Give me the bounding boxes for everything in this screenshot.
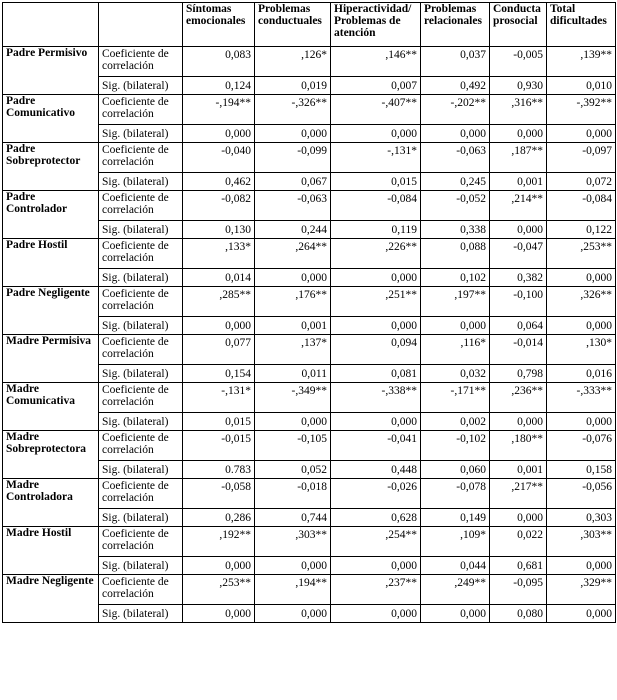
sig-cell: 0,015 xyxy=(183,413,255,431)
sig-cell: 0,000 xyxy=(183,317,255,335)
sig-cell: 0,000 xyxy=(490,413,547,431)
sig-cell: 0,011 xyxy=(255,365,331,383)
stat-label-sig: Sig. (bilateral) xyxy=(99,221,183,239)
sig-cell: 0,000 xyxy=(490,221,547,239)
sig-cell: 0,001 xyxy=(255,317,331,335)
sig-cell: 0.783 xyxy=(183,461,255,479)
sig-cell: 0,001 xyxy=(490,173,547,191)
stat-label-coef: Coeficiente de correlación xyxy=(99,287,183,317)
sig-cell: 0,080 xyxy=(490,605,547,623)
coef-cell: -0,099 xyxy=(255,143,331,173)
col-header: Total dificultades xyxy=(547,3,616,47)
coef-cell: -0,105 xyxy=(255,431,331,461)
coef-cell: -0,084 xyxy=(331,191,421,221)
coef-cell: ,139** xyxy=(547,47,616,77)
sig-cell: 0,492 xyxy=(421,77,490,95)
sig-cell: 0,000 xyxy=(547,557,616,575)
coef-cell: ,146** xyxy=(331,47,421,77)
sig-cell: 0,015 xyxy=(331,173,421,191)
coef-cell: ,187** xyxy=(490,143,547,173)
sig-cell: 0,064 xyxy=(490,317,547,335)
coef-cell: ,116* xyxy=(421,335,490,365)
stat-label-sig: Sig. (bilateral) xyxy=(99,557,183,575)
col-header: Problemas relacionales xyxy=(421,3,490,47)
coef-cell: -0,040 xyxy=(183,143,255,173)
coef-cell: ,237** xyxy=(331,575,421,605)
sig-cell: 0,067 xyxy=(255,173,331,191)
col-header: Síntomas emocionales xyxy=(183,3,255,47)
sig-cell: 0,000 xyxy=(331,269,421,287)
stat-label-sig: Sig. (bilateral) xyxy=(99,269,183,287)
table-row-coef xyxy=(3,143,616,173)
sig-cell: 0,000 xyxy=(183,125,255,143)
coef-cell: -0,102 xyxy=(421,431,490,461)
sig-cell: 0,052 xyxy=(255,461,331,479)
coef-cell: ,253** xyxy=(547,239,616,269)
coef-cell: -0,084 xyxy=(547,191,616,221)
sig-cell: 0,000 xyxy=(547,125,616,143)
coef-cell: -,131* xyxy=(331,143,421,173)
sig-cell: 0,000 xyxy=(255,269,331,287)
stat-label-coef: Coeficiente de correlación xyxy=(99,191,183,221)
coef-cell: ,126* xyxy=(255,47,331,77)
sig-cell: 0,081 xyxy=(331,365,421,383)
coef-cell: -0,078 xyxy=(421,479,490,509)
coef-cell: ,249** xyxy=(421,575,490,605)
sig-cell: 0,130 xyxy=(183,221,255,239)
stat-label-sig: Sig. (bilateral) xyxy=(99,509,183,527)
row-group-label: Madre Controladora xyxy=(3,479,99,527)
coef-cell: -0,041 xyxy=(331,431,421,461)
coef-cell: -,202** xyxy=(421,95,490,125)
coef-cell: -0,063 xyxy=(255,191,331,221)
coef-cell: -,392** xyxy=(547,95,616,125)
stat-label-sig: Sig. (bilateral) xyxy=(99,77,183,95)
coef-cell: 0,037 xyxy=(421,47,490,77)
coef-cell: -,171** xyxy=(421,383,490,413)
sig-cell: 0,930 xyxy=(490,77,547,95)
coef-cell: -0,005 xyxy=(490,47,547,77)
coef-cell: ,236** xyxy=(490,383,547,413)
coef-cell: -0,095 xyxy=(490,575,547,605)
sig-cell: 0,000 xyxy=(331,125,421,143)
coef-cell: ,254** xyxy=(331,527,421,557)
coef-cell: -,326** xyxy=(255,95,331,125)
sig-cell: 0,000 xyxy=(331,605,421,623)
coef-cell: ,194** xyxy=(255,575,331,605)
sig-cell: 0,002 xyxy=(421,413,490,431)
sig-cell: 0,681 xyxy=(490,557,547,575)
col-header: Hiperactividad/ Problemas de atención xyxy=(331,3,421,47)
sig-cell: 0,000 xyxy=(331,557,421,575)
coef-cell: -,338** xyxy=(331,383,421,413)
coef-cell: ,197** xyxy=(421,287,490,317)
coef-cell: ,192** xyxy=(183,527,255,557)
coef-cell: ,130* xyxy=(547,335,616,365)
stat-label-sig: Sig. (bilateral) xyxy=(99,125,183,143)
sig-cell: 0,000 xyxy=(331,413,421,431)
coef-cell: -0,052 xyxy=(421,191,490,221)
coef-cell: 0,088 xyxy=(421,239,490,269)
sig-cell: 0,000 xyxy=(547,269,616,287)
coef-cell: 0,022 xyxy=(490,527,547,557)
sig-cell: 0,000 xyxy=(490,125,547,143)
coef-cell: -0,018 xyxy=(255,479,331,509)
sig-cell: 0,124 xyxy=(183,77,255,95)
stat-label-sig: Sig. (bilateral) xyxy=(99,173,183,191)
coef-cell: ,226** xyxy=(331,239,421,269)
sig-cell: 0,000 xyxy=(255,605,331,623)
stat-label-sig: Sig. (bilateral) xyxy=(99,365,183,383)
stat-label-coef: Coeficiente de correlación xyxy=(99,239,183,269)
sig-cell: 0,149 xyxy=(421,509,490,527)
coef-cell: 0,094 xyxy=(331,335,421,365)
table-row-coef xyxy=(3,287,616,317)
sig-cell: 0,744 xyxy=(255,509,331,527)
sig-cell: 0,007 xyxy=(331,77,421,95)
stat-label-coef: Coeficiente de correlación xyxy=(99,527,183,557)
coef-cell: -0,015 xyxy=(183,431,255,461)
coef-cell: ,253** xyxy=(183,575,255,605)
correlation-table xyxy=(2,2,616,623)
sig-cell: 0,448 xyxy=(331,461,421,479)
coef-cell: ,137* xyxy=(255,335,331,365)
coef-cell: -0,014 xyxy=(490,335,547,365)
coef-cell: -,333** xyxy=(547,383,616,413)
sig-cell: 0,338 xyxy=(421,221,490,239)
sig-cell: 0,010 xyxy=(547,77,616,95)
sig-cell: 0,158 xyxy=(547,461,616,479)
table-row-coef xyxy=(3,335,616,365)
sig-cell: 0,244 xyxy=(255,221,331,239)
coef-cell: ,264** xyxy=(255,239,331,269)
table-row-coef xyxy=(3,479,616,509)
sig-cell: 0,102 xyxy=(421,269,490,287)
sig-cell: 0,000 xyxy=(255,413,331,431)
col-header: Problemas conductuales xyxy=(255,3,331,47)
coef-cell: -,349** xyxy=(255,383,331,413)
coef-cell: 0,077 xyxy=(183,335,255,365)
table-row-coef xyxy=(3,191,616,221)
table-row-coef xyxy=(3,239,616,269)
coef-cell: ,251** xyxy=(331,287,421,317)
corner-cell-2 xyxy=(99,3,183,47)
row-group-label: Madre Comunicativa xyxy=(3,383,99,431)
sig-cell: 0,001 xyxy=(490,461,547,479)
sig-cell: 0,462 xyxy=(183,173,255,191)
coef-cell: ,285** xyxy=(183,287,255,317)
coef-cell: -0,063 xyxy=(421,143,490,173)
sig-cell: 0,044 xyxy=(421,557,490,575)
sig-cell: 0,798 xyxy=(490,365,547,383)
row-group-label: Padre Controlador xyxy=(3,191,99,239)
stat-label-sig: Sig. (bilateral) xyxy=(99,461,183,479)
table-row-coef xyxy=(3,431,616,461)
sig-cell: 0,072 xyxy=(547,173,616,191)
stat-label-coef: Coeficiente de correlación xyxy=(99,431,183,461)
sig-cell: 0,245 xyxy=(421,173,490,191)
row-group-label: Madre Negligente xyxy=(3,575,99,623)
stat-label-coef: Coeficiente de correlación xyxy=(99,383,183,413)
stat-label-sig: Sig. (bilateral) xyxy=(99,317,183,335)
sig-cell: 0,000 xyxy=(547,317,616,335)
coef-cell: -0,097 xyxy=(547,143,616,173)
sig-cell: 0,000 xyxy=(421,317,490,335)
table-row-coef xyxy=(3,527,616,557)
coef-cell: ,217** xyxy=(490,479,547,509)
coef-cell: -0,082 xyxy=(183,191,255,221)
coef-cell: ,214** xyxy=(490,191,547,221)
col-header: Conducta prosocial xyxy=(490,3,547,47)
row-group-label: Padre Permisivo xyxy=(3,47,99,95)
stat-label-coef: Coeficiente de correlación xyxy=(99,47,183,77)
sig-cell: 0,014 xyxy=(183,269,255,287)
sig-cell: 0,000 xyxy=(183,557,255,575)
sig-cell: 0,000 xyxy=(421,125,490,143)
sig-cell: 0,000 xyxy=(547,413,616,431)
row-group-label: Madre Sobreprotectora xyxy=(3,431,99,479)
stat-label-coef: Coeficiente de correlación xyxy=(99,95,183,125)
table-row-coef xyxy=(3,383,616,413)
sig-cell: 0,000 xyxy=(331,317,421,335)
row-group-label: Padre Hostil xyxy=(3,239,99,287)
coef-cell: ,176** xyxy=(255,287,331,317)
sig-cell: 0,000 xyxy=(490,509,547,527)
table-row-coef xyxy=(3,47,616,77)
coef-cell: ,180** xyxy=(490,431,547,461)
stat-label-coef: Coeficiente de correlación xyxy=(99,143,183,173)
sig-cell: 0,122 xyxy=(547,221,616,239)
coef-cell: -0,056 xyxy=(547,479,616,509)
row-group-label: Madre Hostil xyxy=(3,527,99,575)
row-group-label: Madre Permisiva xyxy=(3,335,99,383)
coef-cell: -0,076 xyxy=(547,431,616,461)
coef-cell: -0,026 xyxy=(331,479,421,509)
coef-cell: ,316** xyxy=(490,95,547,125)
stat-label-sig: Sig. (bilateral) xyxy=(99,413,183,431)
row-group-label: Padre Sobreprotector xyxy=(3,143,99,191)
sig-cell: 0,154 xyxy=(183,365,255,383)
sig-cell: 0,000 xyxy=(255,125,331,143)
sig-cell: 0,032 xyxy=(421,365,490,383)
sig-cell: 0,016 xyxy=(547,365,616,383)
sig-cell: 0,019 xyxy=(255,77,331,95)
sig-cell: 0,060 xyxy=(421,461,490,479)
sig-cell: 0,000 xyxy=(547,605,616,623)
table-row-coef xyxy=(3,575,616,605)
coef-cell: -0,100 xyxy=(490,287,547,317)
coef-cell: -0,047 xyxy=(490,239,547,269)
coef-cell: 0,083 xyxy=(183,47,255,77)
coef-cell: ,303** xyxy=(255,527,331,557)
coef-cell: ,133* xyxy=(183,239,255,269)
row-group-label: Padre Comunicativo xyxy=(3,95,99,143)
sig-cell: 0,000 xyxy=(421,605,490,623)
coef-cell: -,131* xyxy=(183,383,255,413)
stat-label-coef: Coeficiente de correlación xyxy=(99,335,183,365)
sig-cell: 0,286 xyxy=(183,509,255,527)
row-group-label: Padre Negligente xyxy=(3,287,99,335)
coef-cell: -,407** xyxy=(331,95,421,125)
sig-cell: 0,303 xyxy=(547,509,616,527)
coef-cell: ,109* xyxy=(421,527,490,557)
coef-cell: ,326** xyxy=(547,287,616,317)
stat-label-sig: Sig. (bilateral) xyxy=(99,605,183,623)
corner-cell xyxy=(3,3,99,47)
sig-cell: 0,119 xyxy=(331,221,421,239)
sig-cell: 0,382 xyxy=(490,269,547,287)
stat-label-coef: Coeficiente de correlación xyxy=(99,479,183,509)
sig-cell: 0,000 xyxy=(183,605,255,623)
coef-cell: ,303** xyxy=(547,527,616,557)
coef-cell: -,194** xyxy=(183,95,255,125)
coef-cell: -0,058 xyxy=(183,479,255,509)
stat-label-coef: Coeficiente de correlación xyxy=(99,575,183,605)
table-row-coef xyxy=(3,95,616,125)
sig-cell: 0,628 xyxy=(331,509,421,527)
coef-cell: ,329** xyxy=(547,575,616,605)
header-row xyxy=(3,3,616,47)
sig-cell: 0,000 xyxy=(255,557,331,575)
